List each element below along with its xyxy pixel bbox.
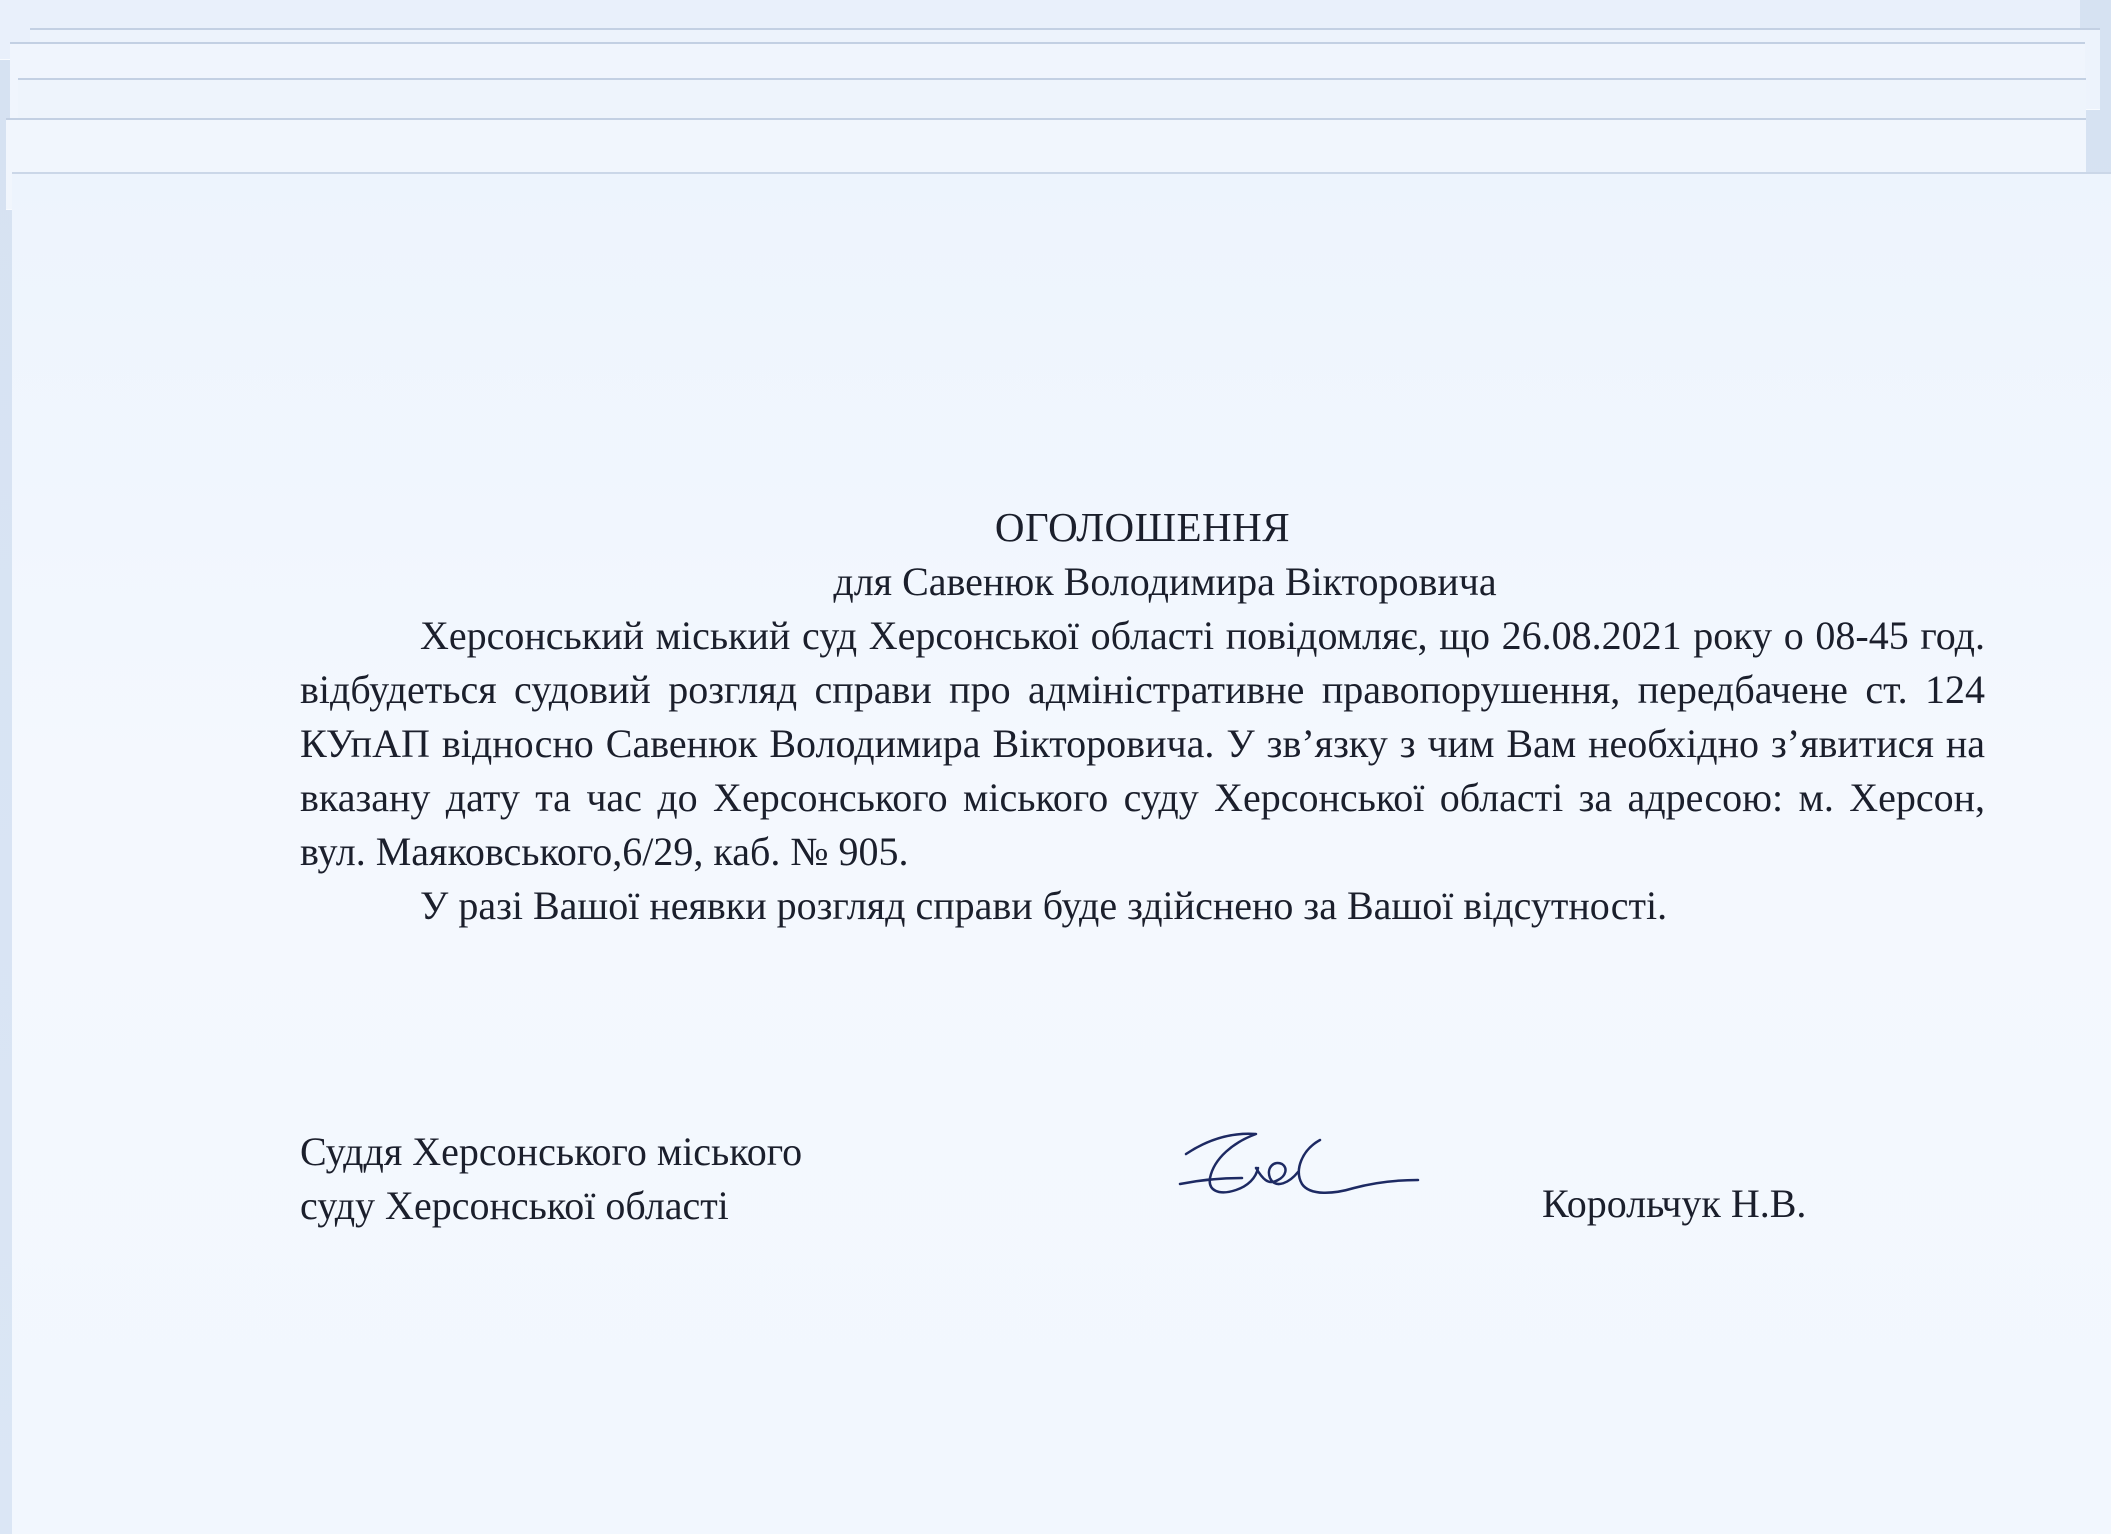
absence-paragraph: У разі Вашої неявки розгляд справи буде здійснено за Вашої відсутності.: [420, 883, 1668, 929]
announcement-body: [300, 500, 1985, 933]
document-title: ОГОЛОШЕННЯ: [994, 504, 1291, 550]
signature-block: [300, 1125, 1900, 1245]
judge-name: Корольчук Н.В.: [1542, 1181, 1807, 1226]
judge-title: [300, 1125, 802, 1233]
notice-paragraph: Херсонський міський суд Херсонської області повідомляє, що 26.08.2021 року о 08-45 год. відбудеться судовий розгляд справи про адміністративне правопорушення, передбачене ст. 124 КУпАП відносно Савенюк Володимира Вікторовича. У зв’язку з чим Вам необхідно з’явитися на вказану дату та час до Херсонського міського суду Херсонської області за адресою: м. Херсон, вул. Маяковського,6/29, каб. № 905.: [300, 613, 1985, 875]
judge-title-line: суду Херсонської області: [300, 1183, 729, 1228]
judge-title-line: Суддя Херсонського міського: [300, 1129, 803, 1174]
addressee-line: для Савенюк Володимира Вікторовича: [833, 559, 1497, 605]
handwritten-signature-icon: [1170, 1120, 1430, 1210]
